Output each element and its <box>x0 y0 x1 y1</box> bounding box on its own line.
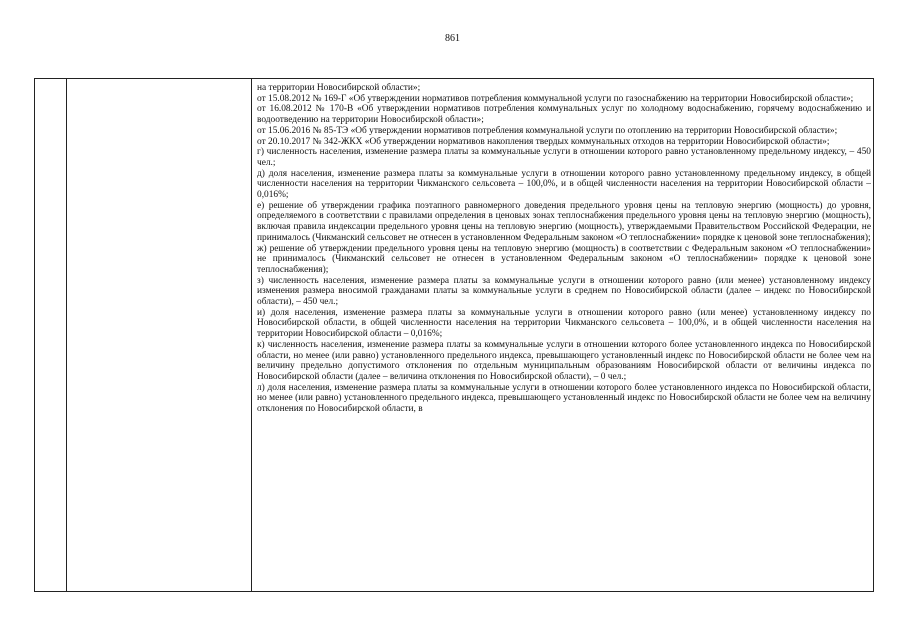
paragraph: от 15.08.2012 № 169-Г «Об утверждении нормативов потребления коммунальной услуги по газоснабжению на территории Новосибирской области»; <box>257 93 854 104</box>
paragraph: к) численность населения, изменение размера платы за коммунальные услуги в отношении которого более установленного индекса по Новосибирской области, но менее (или равно) установленного предельного индекса, превышающего установленный индекс по Новосибирской области не более чем на величину предельно допустимого отклонения по отдельным муниципальным образованиям Новосибирской области от величины индекса по Новосибирской области (далее – величина отклонения по Новосибирской области), – 0 чел.; <box>257 339 871 382</box>
column-divider-1 <box>66 79 67 591</box>
paragraph: от 16.08.2012 № 170-В «Об утверждении нормативов потребления коммунальных услуг по холодному водоснабжению, горячему водоснабжению и водоотведению на территории Новосибирской области»; <box>257 104 871 126</box>
paragraph: з) численность населения, изменение размера платы за коммунальные услуги в отношении которого равно (или менее) установленному индексу изменения размера вносимой гражданами платы за коммунальные услуги в среднем по Новосибирской области (далее – индекс по Новосибирской области), – 450 чел.; <box>257 275 871 308</box>
paragraph: от 15.06.2016 № 85-ТЭ «Об утверждении нормативов потребления коммунальной услуги по отоплению на территории Новосибирской области»; <box>257 125 838 136</box>
paragraph: г) численность населения, изменение размера платы за коммунальные услуги в отношении которого равно установленному предельному индексу, – 450 чел.; <box>257 147 871 168</box>
paragraph: на территории Новосибирской области»; <box>257 83 421 93</box>
paragraph: д) доля населения, изменение размера платы за коммунальные услуги в отношении которого равно установленному предельному индексу, в общей численности населения на территории Чикманского сельсовета – 100,0%, и в общей численности населения на территории Новосибирской области – 0,016%; <box>257 168 871 201</box>
paragraph: от 20.10.2017 № 342-ЖКХ «Об утверждении нормативов накопления твердых коммунальных отходов на территории Новосибирской области»; <box>257 136 830 147</box>
paragraph: ж) решение об утверждении предельного уровня цены на тепловую энергию (мощность) в соответствии с Федеральным законом «О теплоснабжении» не принималось (Чикманский сельсовет не отнесен в установленном Федеральным законом «О теплоснабжении» порядке к ценовой зоне теплоснабжения); <box>257 243 871 275</box>
paragraph: л) доля населения, изменение размера платы за коммунальные услуги в отношении которого более установленного индекса по Новосибирской области, но менее (или равно) установленного предельного индекса, превышающего установленный индекс по Новосибирской области не более чем на величину отклонения по Новосибирской области, в <box>257 382 871 415</box>
document-table <box>34 78 874 592</box>
page-number: 861 <box>445 33 460 44</box>
column-divider-2 <box>251 79 252 591</box>
paragraph: и) доля населения, изменение размера платы за коммунальные услуги в отношении которого равно (или менее) установленному индексу по Новосибирской области, в общей численности населения на территории Чикманского сельсовета – 100,0%, и в общей численности населения на территории Новосибирской области – 0,016%; <box>257 307 871 340</box>
paragraph: е) решение об утверждении графика поэтапного равномерного доведения предельного уровня цены на тепловую энергию (мощность) до уровня, определяемого в соответствии с правилами определения в ценовых зонах теплоснабжения предельного уровня цены на тепловую энергию (мощность), включая правила индексации предельного уровня цены на тепловую энергию (мощность), утверждаемыми Правительством Российской Федерации, не принималось (Чикманский сельсовет не отнесен в установленном Федеральным законом «О теплоснабжении» порядке к ценовой зоне теплоснабжения); <box>257 200 871 243</box>
table-cell-text <box>257 83 871 415</box>
